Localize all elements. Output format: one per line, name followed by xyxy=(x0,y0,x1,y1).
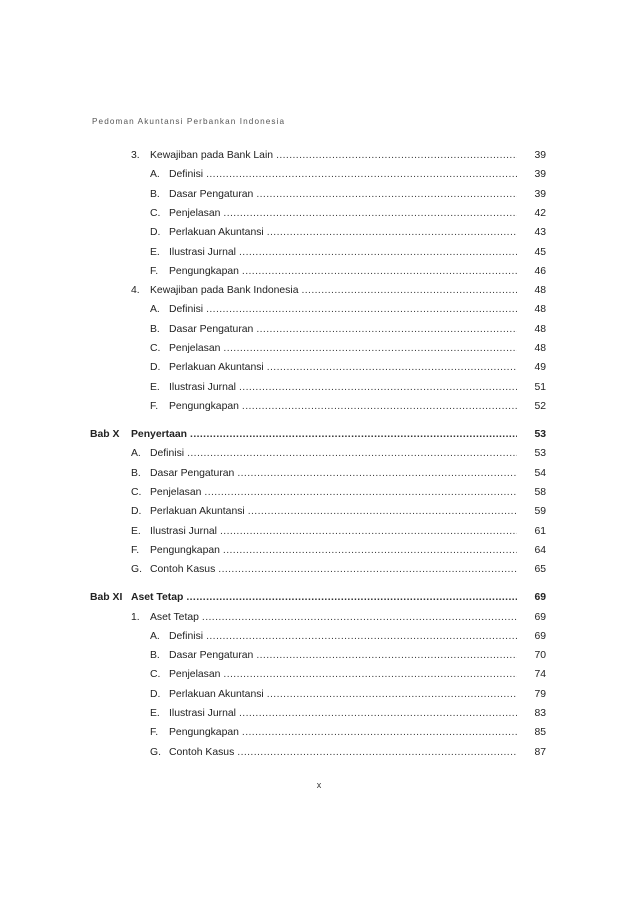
toc-entry-number: A. xyxy=(150,304,160,316)
toc-dot-leader xyxy=(242,727,517,739)
toc-entry-title: Kewajiban pada Bank Lain xyxy=(150,150,274,161)
toc-entry-page: 58 xyxy=(534,486,546,498)
toc-entry[interactable] xyxy=(150,397,517,413)
toc-entry[interactable] xyxy=(131,146,517,162)
toc-dot-leader xyxy=(267,362,517,374)
toc-entry-number: D. xyxy=(150,688,161,700)
toc-entry-number: 3. xyxy=(131,150,140,161)
toc-entry-title: Perlakuan Akuntansi xyxy=(169,227,264,239)
toc-entry-page: 53 xyxy=(534,429,546,440)
page-number: x xyxy=(316,780,322,790)
toc-entry-title: Ilustrasi Jurnal xyxy=(169,381,236,393)
toc-entry-title: Contoh Kasus xyxy=(169,746,235,758)
toc-entry[interactable] xyxy=(150,704,517,720)
toc-entry-page: 74 xyxy=(534,669,546,681)
toc-entry-page: 70 xyxy=(534,650,546,662)
toc-entry-page: 85 xyxy=(534,727,546,739)
toc-dot-leader xyxy=(206,631,517,643)
toc-entry-number: B. xyxy=(150,323,160,335)
toc-dot-leader xyxy=(239,708,517,720)
toc-entry-title: Aset Tetap xyxy=(131,592,184,604)
toc-dot-leader xyxy=(239,382,517,394)
toc-entry-number: E. xyxy=(150,708,160,719)
toc-entry[interactable] xyxy=(150,262,517,278)
toc-entry-number: F. xyxy=(131,544,140,556)
toc-entry-page: 39 xyxy=(534,188,546,200)
toc-entry-title: Penjelasan xyxy=(169,207,221,219)
toc-entry[interactable] xyxy=(131,608,517,624)
toc-entry[interactable] xyxy=(150,685,517,701)
toc-entry-title: Definisi xyxy=(169,304,204,316)
toc-entry-title: Perlakuan Akuntansi xyxy=(150,506,245,518)
toc-dot-leader xyxy=(186,592,517,604)
toc-entry-number: A. xyxy=(150,169,160,181)
toc-entry-page: 52 xyxy=(534,400,546,412)
toc-entry[interactable] xyxy=(150,378,517,394)
toc-entry-number: F. xyxy=(150,400,159,412)
toc-entry-page: 54 xyxy=(534,467,546,479)
toc-entry-number: F. xyxy=(150,727,159,739)
toc-dot-leader xyxy=(223,208,517,220)
toc-entry[interactable] xyxy=(150,165,517,181)
running-header: Pedoman Akuntansi Perbankan Indonesia xyxy=(92,117,286,126)
toc-entry-number: E. xyxy=(131,525,141,537)
toc-entry-title: Dasar Pengaturan xyxy=(150,467,235,479)
toc-entry[interactable] xyxy=(150,358,517,374)
toc-entry-number: 1. xyxy=(131,611,140,623)
toc-entry-page: 39 xyxy=(534,169,546,181)
toc-entry-title: Perlakuan Akuntansi xyxy=(169,688,264,700)
toc-entry-number: D. xyxy=(150,362,161,374)
toc-entry-title: Ilustrasi Jurnal xyxy=(169,708,236,719)
toc-entry-number: C. xyxy=(150,207,161,219)
toc-dot-leader xyxy=(242,266,517,278)
toc-entry-title: Pengungkapan xyxy=(169,400,239,412)
toc-entry-title: Dasar Pengaturan xyxy=(169,323,254,335)
toc-entry-title: Penjelasan xyxy=(150,486,202,498)
toc-entry-page: 65 xyxy=(534,564,546,576)
toc-entry-number: A. xyxy=(131,448,141,460)
toc-entry[interactable] xyxy=(131,464,517,480)
toc-entry[interactable] xyxy=(150,627,517,643)
toc-entry-number: 4. xyxy=(131,285,140,297)
toc-entry[interactable] xyxy=(150,665,517,681)
toc-entry[interactable] xyxy=(150,320,517,336)
toc-entry-title: Penyertaan xyxy=(131,429,188,440)
toc-dot-leader xyxy=(267,689,517,701)
toc-entry-page: 51 xyxy=(534,381,546,393)
toc-entry-page: 39 xyxy=(534,150,546,161)
toc-entry-page: 69 xyxy=(534,592,546,604)
toc-entry[interactable] xyxy=(150,204,517,220)
toc-dot-leader xyxy=(248,506,517,518)
toc-entry-number: B. xyxy=(150,188,160,200)
toc-entry-title: Ilustrasi Jurnal xyxy=(150,525,217,537)
toc-entry-page: 48 xyxy=(534,343,546,354)
toc-entry-title: Penjelasan xyxy=(169,343,221,354)
toc-entry-title: Dasar Pengaturan xyxy=(169,188,254,200)
toc-entry-page: 48 xyxy=(534,323,546,335)
toc-entry-title: Pengungkapan xyxy=(169,265,239,277)
toc-dot-leader xyxy=(256,189,517,201)
toc-entry-title: Perlakuan Akuntansi xyxy=(169,362,264,374)
toc-dot-leader xyxy=(218,564,517,576)
toc-entry-number: D. xyxy=(150,227,161,239)
toc-dot-leader xyxy=(206,304,517,316)
toc-entry-title: Definisi xyxy=(150,448,185,460)
toc-entry-page: 53 xyxy=(534,448,546,460)
toc-dot-leader xyxy=(223,545,517,557)
toc-entry[interactable] xyxy=(131,541,517,557)
toc-entry[interactable] xyxy=(150,339,517,355)
toc-entry-number: E. xyxy=(150,246,160,258)
toc-dot-leader xyxy=(276,150,517,162)
toc-entry-page: 45 xyxy=(534,246,546,258)
toc-entry-number: C. xyxy=(150,343,161,354)
toc-entry-page: 69 xyxy=(534,611,546,623)
toc-entry[interactable] xyxy=(150,223,517,239)
toc-entry-title: Pengungkapan xyxy=(150,544,220,556)
toc-entry[interactable] xyxy=(150,723,517,739)
toc-entry-number: C. xyxy=(150,669,161,681)
toc-entry-page: 48 xyxy=(534,304,546,316)
toc-entry[interactable] xyxy=(131,444,517,460)
toc-dot-leader xyxy=(239,247,517,259)
toc-entry-title: Definisi xyxy=(169,630,204,642)
toc-entry-page: 61 xyxy=(534,525,546,537)
toc-entry-title: Kewajiban pada Bank Indonesia xyxy=(150,285,299,297)
toc-entry[interactable] xyxy=(131,502,517,518)
toc-entry-title: Contoh Kasus xyxy=(150,564,216,576)
toc-entry-page: 64 xyxy=(534,544,546,556)
toc-entry-number: E. xyxy=(150,381,160,393)
toc-dot-leader xyxy=(301,285,517,297)
toc-entry[interactable] xyxy=(150,185,517,201)
toc-entry-page: 42 xyxy=(534,207,546,219)
toc-entry-number: F. xyxy=(150,265,159,277)
toc-entry-number: D. xyxy=(131,506,142,518)
toc-entry-page: 46 xyxy=(534,265,546,277)
toc-dot-leader xyxy=(237,747,517,759)
toc-entry[interactable] xyxy=(131,560,517,576)
toc-entry-page: 83 xyxy=(534,708,546,719)
toc-entry-title: Dasar Pengaturan xyxy=(169,650,254,662)
toc-chapter-label: Bab XI xyxy=(90,592,123,604)
toc-entry[interactable] xyxy=(150,743,517,759)
toc-entry[interactable] xyxy=(150,243,517,259)
toc-entry-number: A. xyxy=(150,630,160,642)
toc-entry-page: 59 xyxy=(534,506,546,518)
toc-entry[interactable] xyxy=(150,646,517,662)
toc-dot-leader xyxy=(187,448,517,460)
toc-entry-page: 49 xyxy=(534,362,546,374)
toc-entry-title: Pengungkapan xyxy=(169,727,239,739)
toc-dot-leader xyxy=(206,169,517,181)
toc-dot-leader xyxy=(223,343,517,355)
toc-entry[interactable] xyxy=(131,281,517,297)
toc-dot-leader xyxy=(267,227,517,239)
toc-dot-leader xyxy=(204,487,517,499)
toc-entry-title: Aset Tetap xyxy=(150,611,199,623)
toc-entry-number: G. xyxy=(131,564,142,576)
toc-entry-page: 43 xyxy=(534,227,546,239)
toc-entry-page: 79 xyxy=(534,688,546,700)
toc-entry-title: Ilustrasi Jurnal xyxy=(169,246,236,258)
toc-dot-leader xyxy=(220,526,517,538)
toc-entry[interactable] xyxy=(131,425,517,441)
toc-dot-leader xyxy=(256,650,517,662)
toc-entry-title: Definisi xyxy=(169,169,204,181)
toc-dot-leader xyxy=(223,669,517,681)
toc-entry-number: B. xyxy=(131,467,141,479)
toc-entry-page: 48 xyxy=(534,285,546,297)
toc-dot-leader xyxy=(242,401,517,413)
toc-dot-leader xyxy=(190,429,517,441)
toc-entry-number: B. xyxy=(150,650,160,662)
toc-entry[interactable] xyxy=(131,522,517,538)
toc-entry[interactable] xyxy=(131,588,517,604)
toc-entry-number: G. xyxy=(150,746,161,758)
toc-entry[interactable] xyxy=(150,300,517,316)
toc-entry[interactable] xyxy=(131,483,517,499)
toc-entry-title: Penjelasan xyxy=(169,669,221,681)
toc-chapter-label: Bab X xyxy=(90,429,120,440)
toc-dot-leader xyxy=(237,468,517,480)
toc-entry-number: C. xyxy=(131,486,142,498)
toc-dot-leader xyxy=(256,324,517,336)
toc-entry-page: 87 xyxy=(534,746,546,758)
toc-entry-page: 69 xyxy=(534,630,546,642)
toc-dot-leader xyxy=(202,612,517,624)
